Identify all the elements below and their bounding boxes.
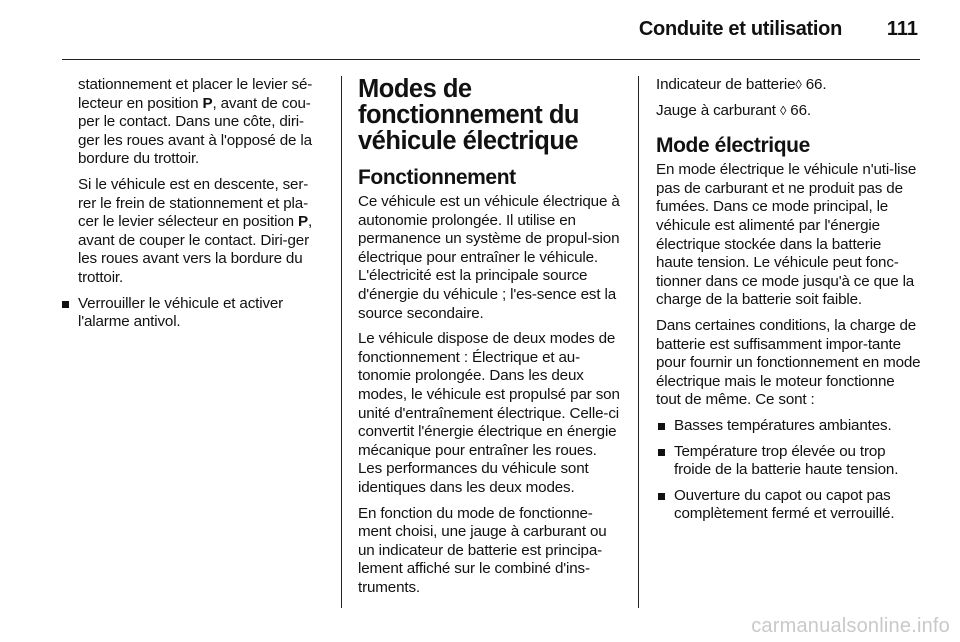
page-number: 111	[886, 18, 918, 40]
paragraph: Si le véhicule est en descente, ser-rer le frein de stationnement et pla-cer le levier sélecteur en position P, avant de couper le contact. Diri-ger les roues avant vers la bordure du trottoir.	[78, 175, 313, 286]
reference-arrow-icon: ◊	[795, 77, 802, 92]
section-heading: Mode électrique	[656, 134, 810, 158]
bullet-square-icon	[62, 301, 69, 308]
paragraph: En fonction du mode de fonctionne-ment choisi, une jauge à carburant ou un indicateur de batterie est principa-lement affiché sur le combiné d'ins-truments.	[358, 504, 607, 596]
watermark: carmanualsonline.info	[751, 615, 950, 637]
section-title: Conduite et utilisation	[638, 18, 842, 40]
page-header	[0, 0, 960, 60]
column-2	[358, 76, 622, 604]
header-divider	[62, 59, 920, 60]
paragraph: Dans certaines conditions, la charge de batterie est suffisamment impor-tante pour fournir un fonctionnement en mode électrique mais le moteur fonctionne tout de même. Ce sont :	[656, 316, 921, 409]
bullet-square-icon	[658, 449, 665, 456]
column-3	[656, 76, 922, 531]
column-divider-1	[341, 76, 342, 608]
cross-reference: Indicateur de batterie◊ 66.	[656, 76, 827, 93]
paragraph: Le véhicule dispose de deux modes de fonctionnement : Électrique et au-tonomie prolongée. Dans les deux modes, le véhicule est propulsé par son unité d'entraînement électrique. Celle-ci convertit l'énergie électrique en énergie mécanique pour entraîner les roues. Les performances du véhicule sont identiques dans les deux modes.	[358, 330, 620, 496]
column-divider-2	[638, 76, 639, 608]
list-item: Ouverture du capot ou capot pas complètement fermé et verrouillé.	[658, 487, 922, 524]
paragraph: En mode électrique le véhicule n'uti-lise pas de carburant et ne produit pas de fumées. Dans ce mode principal, le véhicule est alimenté par l'énergie électrique stockée dans la batterie haute tension. Le véhicule peut fonc-tionner dans ce mode jusqu'à ce que la charge de la batterie soit faible.	[656, 161, 917, 309]
bullet-square-icon	[658, 423, 665, 430]
chapter-heading: Modes de fonctionnement du véhicule électrique	[358, 75, 579, 155]
section-heading: Fonctionnement	[358, 166, 516, 189]
bullet-square-icon	[658, 493, 665, 500]
reference-arrow-icon: ◊	[779, 102, 787, 118]
list-item: Température trop élevée ou trop froide de la batterie haute tension.	[658, 443, 922, 480]
list-item: Verrouiller le véhicule et activer l'alarme antivol.	[62, 295, 324, 332]
column-1	[62, 76, 324, 339]
cross-reference: Jauge à carburant ◊ 66.	[656, 101, 811, 119]
paragraph: stationnement et placer le levier sé-lecteur en position P, avant de cou-per le contact. Dans une côte, diri-ger les roues avant à l'opposé de la bordure du trottoir.	[78, 76, 313, 168]
paragraph: Ce véhicule est un véhicule électrique à autonomie prolongée. Il utilise en permanence un système de propul-sion électrique pour entraîner le véhicule. L'électricité est la principale source d'énergie du véhicule ; l'es-sence est la source secondaire.	[358, 193, 620, 322]
list-item: Basses températures ambiantes.	[658, 417, 922, 436]
